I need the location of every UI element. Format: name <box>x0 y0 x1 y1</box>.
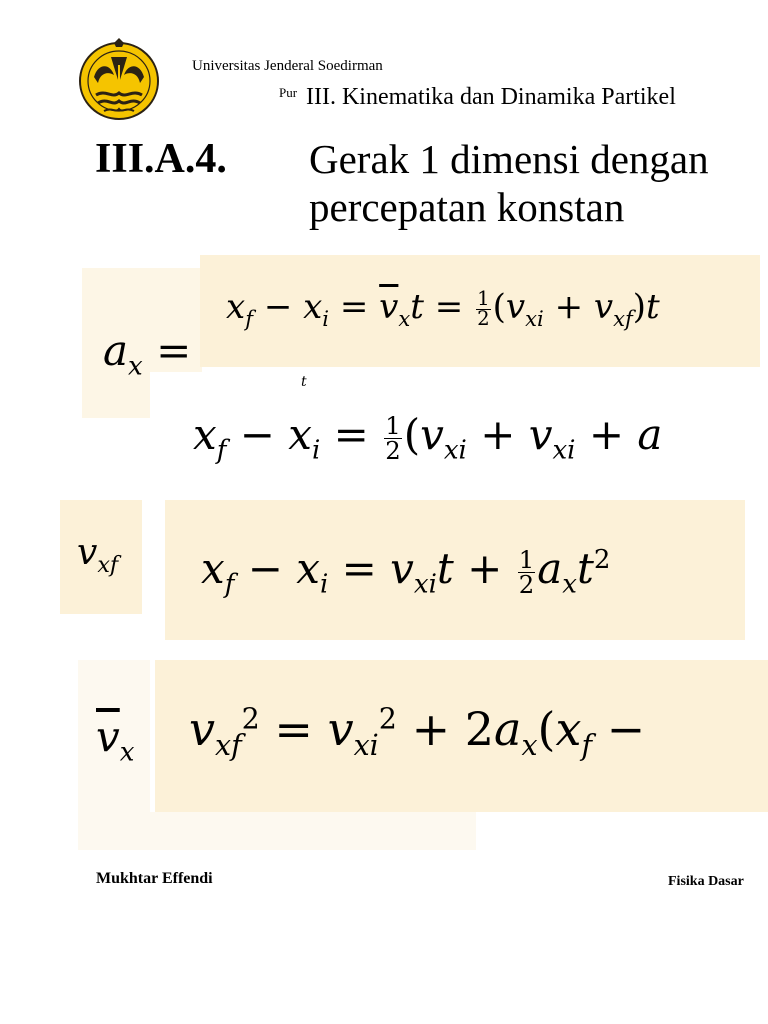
section-title <box>309 135 709 231</box>
author-name: Mukhtar Effendi <box>96 870 213 887</box>
fraction-half: $\frac{1}{2}$ <box>385 411 401 465</box>
vbar-fragment: $\overline{v}_x$ <box>96 712 135 768</box>
ax-fragment: $a_x$ = <box>103 326 192 382</box>
university-seal-icon <box>78 37 160 121</box>
equation-average-velocity: $x_f - x_i = \overline{v}_xt$ = $\frac{1}{2}$ $(v_{xi} + v_{xf})t$ <box>226 286 660 331</box>
section-title-line-1: Gerak 1 dimensi dengan <box>309 136 709 182</box>
equation-substitution: $x_f - x_i$ = $\frac{1}{2}$ ($v_{xi} + v_{xi} + a$ <box>193 410 663 466</box>
equation-displacement: $x_f - x_i = v_{xi}t$ + $\frac{1}{2}$ $a_xt^2$ <box>201 544 611 600</box>
vx-fragment: $v_{xf}$ <box>77 532 119 579</box>
chapter-title: III. Kinematika dan Dinamika Partikel <box>306 84 676 110</box>
section-number: III.A.4. <box>95 136 227 182</box>
equation-panel-4 <box>155 660 768 812</box>
equation-velocity-squared: $v_{xf}^2 = v_{xi}^2 + 2a_x(x_f$ − <box>189 702 646 763</box>
equation-panel-1 <box>200 255 760 367</box>
section-title-line-2: percepatan konstan <box>309 184 625 230</box>
university-name: Universitas Jenderal Soedirman <box>192 58 383 74</box>
fraction-half: $\frac{1}{2}$ <box>477 286 490 330</box>
vx-fragment-panel <box>60 500 142 614</box>
fraction-half: $\frac{1}{2}$ <box>518 545 535 599</box>
stray-mark: t <box>301 374 307 390</box>
stamp-text: Pur <box>279 85 298 100</box>
equation-panel-3 <box>165 500 745 640</box>
course-name: Fisika Dasar <box>668 874 744 889</box>
